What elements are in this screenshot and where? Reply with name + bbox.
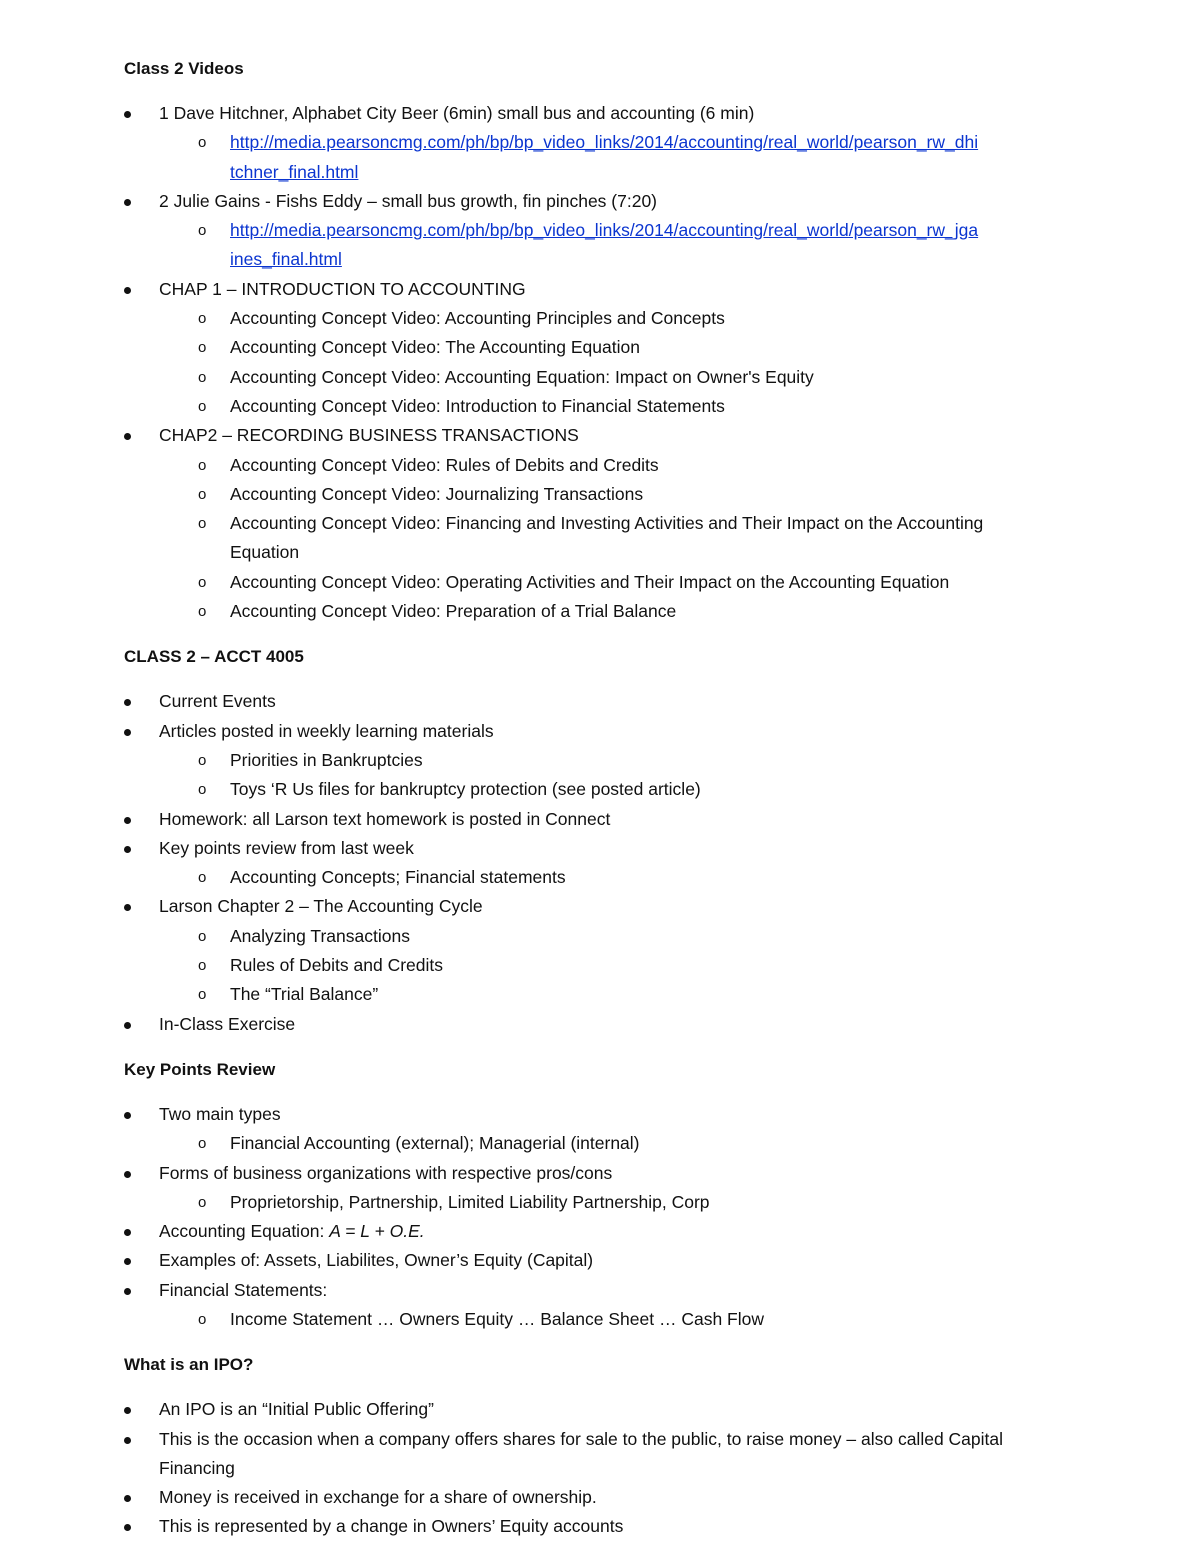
bullet-circle-icon: o [198, 957, 207, 975]
bullet-circle-icon: o [198, 339, 207, 357]
bullet-dot-icon [124, 729, 131, 736]
list-subitem: o Priorities in Bankruptcies [124, 746, 1124, 775]
list-item: Larson Chapter 2 – The Accounting Cycle [124, 892, 1124, 921]
bullet-dot-icon [124, 1407, 131, 1414]
list-subitem: o Financial Accounting (external); Managerial (internal) [124, 1129, 1124, 1158]
list-subitem: o Accounting Concept Video: Accounting Principles and Concepts [124, 304, 1124, 333]
list-item: Money is received in exchange for a share of ownership. [124, 1483, 1124, 1512]
bullet-circle-icon: o [198, 986, 207, 1004]
bullet-circle-icon: o [198, 1135, 207, 1153]
list-item: An IPO is an “Initial Public Offering” [124, 1395, 1124, 1424]
bullet-dot-icon [124, 1495, 131, 1502]
bullet-circle-icon: o [198, 134, 207, 152]
bullet-dot-icon [124, 1288, 131, 1295]
list-item: Articles posted in weekly learning materials [124, 717, 1124, 746]
video-link-hitchner[interactable]: http://media.pearsoncmg.com/ph/bp/bp_video_links/2014/accounting/real_world/pearson_rw_dhi [230, 132, 979, 153]
list-subitem: o Income Statement … Owners Equity … Balance Sheet … Cash Flow [124, 1305, 1124, 1334]
list-item-continuation: Financing [159, 1457, 235, 1478]
list-item: CHAP 1 – INTRODUCTION TO ACCOUNTING [124, 275, 1124, 304]
bullet-dot-icon [124, 699, 131, 706]
accounting-equation: A = L + O.E. [329, 1221, 425, 1242]
bullet-circle-icon: o [198, 751, 207, 769]
bullet-circle-icon: o [198, 515, 207, 533]
bullet-dot-icon [124, 1022, 131, 1029]
list-subitem: o Accounting Concept Video: Preparation of a Trial Balance [124, 597, 1124, 626]
bullet-circle-icon: o [198, 573, 207, 591]
list-subitem: o Rules of Debits and Credits [124, 951, 1124, 980]
list-item: Homework: all Larson text homework is posted in Connect [124, 805, 1124, 834]
bullet-circle-icon: o [198, 603, 207, 621]
bullet-dot-icon [124, 199, 131, 206]
bullet-dot-icon [124, 817, 131, 824]
bullet-dot-icon [124, 1258, 131, 1265]
bullet-circle-icon: o [198, 1193, 207, 1211]
bullet-dot-icon [124, 1229, 131, 1236]
list-subitem: o Toys ‘R Us files for bankruptcy protection (see posted article) [124, 775, 1124, 804]
list-item: Forms of business organizations with respective pros/cons [124, 1159, 1124, 1188]
bullet-circle-icon: o [198, 927, 207, 945]
bullet-circle-icon: o [198, 485, 207, 503]
list-item: In-Class Exercise [124, 1010, 1124, 1039]
bullet-dot-icon [124, 1524, 131, 1531]
list-subitem: o Accounting Concept Video: Introduction to Financial Statements [124, 392, 1124, 421]
list-subitem[interactable] [124, 128, 1124, 157]
bullet-dot-icon [124, 1112, 131, 1119]
list-item: Two main types [124, 1100, 1124, 1129]
bullet-dot-icon [124, 1171, 131, 1178]
bullet-circle-icon: o [198, 368, 207, 386]
list-subitem: o Accounting Concept Video: Journalizing Transactions [124, 480, 1124, 509]
list-item: Current Events [124, 687, 1124, 716]
list-subitem-continuation: Equation [230, 542, 300, 563]
list-subitem: o Accounting Concept Video: Operating Activities and Their Impact on the Accounting Equation [124, 568, 1124, 597]
list-item: This is the occasion when a company offers shares for sale to the public, to raise money – also called Capital [124, 1425, 1124, 1454]
list-subitem: o The “Trial Balance” [124, 980, 1124, 1009]
list-item: 1 Dave Hitchner, Alphabet City Beer (6min) small bus and accounting (6 min) [124, 99, 1124, 128]
section-heading-class-2-acct: CLASS 2 – ACCT 4005 [124, 647, 304, 667]
bullet-dot-icon [124, 287, 131, 294]
section-heading-class-2-videos: Class 2 Videos [124, 59, 244, 78]
bullet-circle-icon: o [198, 310, 207, 328]
bullet-circle-icon: o [198, 1310, 207, 1328]
list-subitem: o Accounting Concept Video: Financing and Investing Activities and Their Impact on the Accounting [124, 509, 1124, 538]
list-item: Accounting Equation: A = L + O.E. [124, 1217, 1124, 1246]
video-link-gains[interactable]: http://media.pearsoncmg.com/ph/bp/bp_video_links/2014/accounting/real_world/pearson_rw_jga [230, 220, 979, 241]
list-subitem: o Accounting Concept Video: The Accounting Equation [124, 333, 1124, 362]
bullet-dot-icon [124, 433, 131, 440]
bullet-circle-icon: o [198, 781, 207, 799]
list-subitem[interactable] [124, 216, 1124, 245]
section-heading-ipo: What is an IPO? [124, 1355, 254, 1375]
bullet-circle-icon: o [198, 222, 207, 240]
list-subitem-continuation[interactable] [124, 245, 1124, 274]
list-item: CHAP2 – RECORDING BUSINESS TRANSACTIONS [124, 421, 1124, 450]
list-subitem: o Accounting Concepts; Financial statements [124, 863, 1124, 892]
bullet-circle-icon: o [198, 397, 207, 415]
list-item: 2 Julie Gains - Fishs Eddy – small bus growth, fin pinches (7:20) [124, 187, 1124, 216]
video-link-hitchner-cont[interactable]: tchner_final.html [230, 161, 359, 182]
document-page [124, 54, 1124, 1542]
list-subitem: o Analyzing Transactions [124, 922, 1124, 951]
bullet-circle-icon: o [198, 869, 207, 887]
bullet-dot-icon [124, 1437, 131, 1444]
bullet-dot-icon [124, 846, 131, 853]
section-heading-key-points: Key Points Review [124, 1059, 276, 1079]
bullet-circle-icon: o [198, 456, 207, 474]
list-item: Financial Statements: [124, 1276, 1124, 1305]
bullet-dot-icon [124, 904, 131, 911]
list-subitem: o Accounting Concept Video: Accounting Equation: Impact on Owner's Equity [124, 363, 1124, 392]
list-subitem: o Accounting Concept Video: Rules of Debits and Credits [124, 451, 1124, 480]
list-subitem: o Proprietorship, Partnership, Limited Liability Partnership, Corp [124, 1188, 1124, 1217]
list-item: Examples of: Assets, Liabilites, Owner’s Equity (Capital) [124, 1246, 1124, 1275]
list-item: This is represented by a change in Owners’ Equity accounts [124, 1512, 1124, 1541]
bullet-dot-icon [124, 111, 131, 118]
list-subitem-continuation[interactable] [124, 158, 1124, 187]
list-item: Key points review from last week [124, 834, 1124, 863]
video-link-gains-cont[interactable]: ines_final.html [230, 249, 342, 270]
